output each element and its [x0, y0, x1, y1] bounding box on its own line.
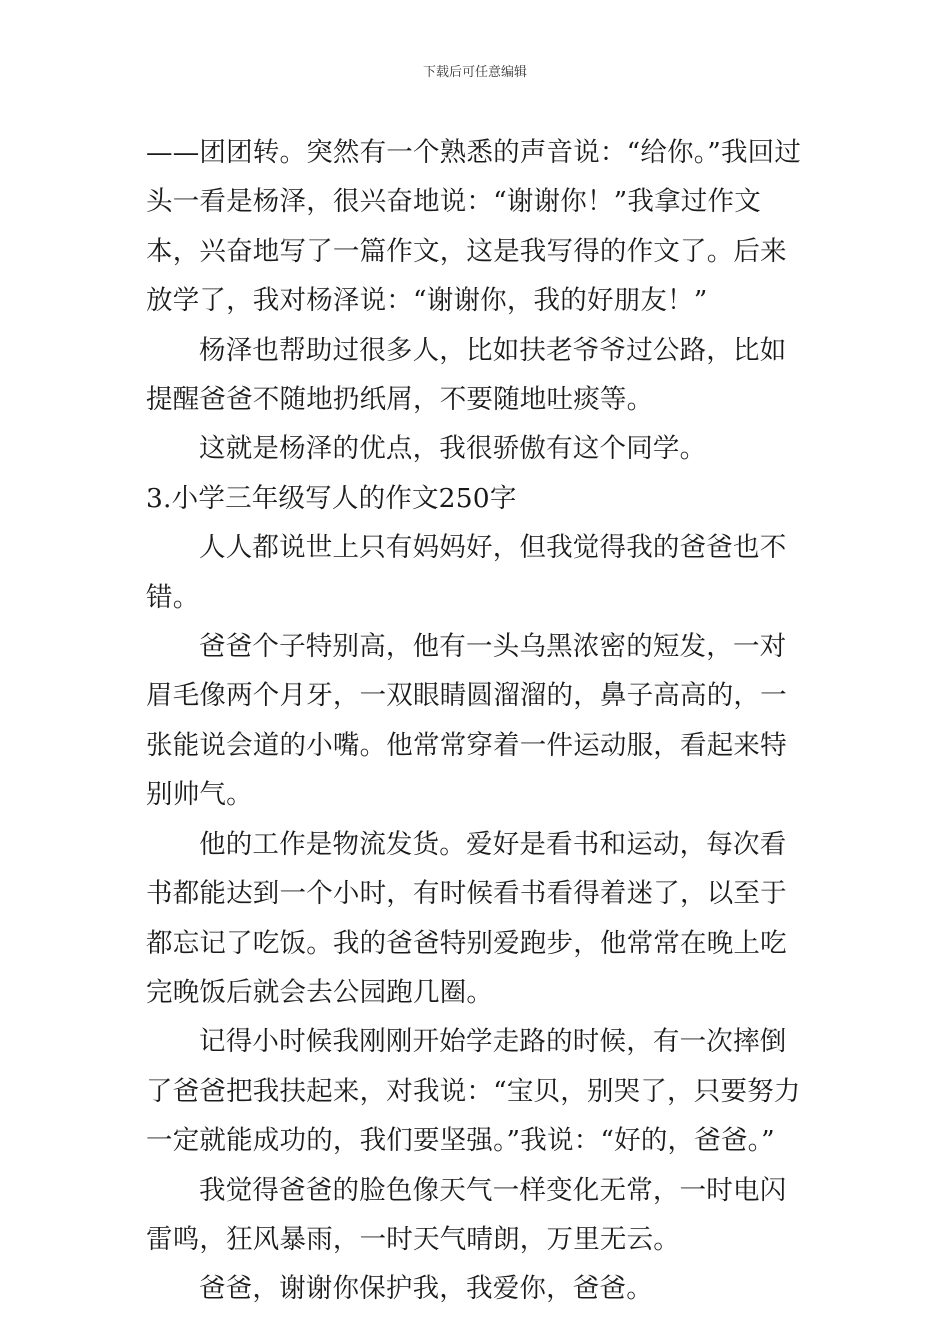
section-heading: 3.小学三年级写人的作文250字 — [146, 482, 517, 514]
paragraph: 这就是杨泽的优点，我很骄傲有这个同学。 — [199, 433, 707, 465]
paragraph: 我觉得爸爸的脸色像天气一样变化无常，一时电闪雷鸣，狂风暴雨，一时天气晴朗，万里无云。 — [146, 1174, 787, 1255]
paragraph: 人人都说世上只有妈妈好，但我觉得我的爸爸也不错。 — [146, 532, 787, 613]
paragraph: 爸爸，谢谢你保护我，我爱你，爸爸。 — [199, 1273, 653, 1305]
document-body — [146, 128, 808, 1314]
paragraph: 杨泽也帮助过很多人，比如扶老爷爷过公路，比如提醒爸爸不随地扔纸屑，不要随地吐痰等。 — [146, 334, 787, 416]
paragraph: 他的工作是物流发货。爱好是看书和运动，每次看书都能达到一个小时，有时候看书看得着迷了，以至于都忘记了吃饭。我的爸爸特别爱跑步，他常常在晚上吃完晚饭后就会去公园跑几圈。 — [146, 828, 787, 1008]
paragraph: 爸爸个子特别高，他有一头乌黑浓密的短发，一对眉毛像两个月牙，一双眼睛圆溜溜的，鼻子高高的，一张能说会道的小嘴。他常常穿着一件运动服，看起来特别帅气。 — [146, 631, 787, 811]
paragraph-continuation: ——团团转。突然有一个熟悉的声音说：“给你。”我回过头一看是杨泽，很兴奋地说：“谢谢你！”我拿过作文本，兴奋地写了一篇作文，这是我写得的作文了。后来放学了，我对杨泽说：“谢谢你，我的好朋友！” — [146, 137, 802, 317]
page-header: 下载后可任意编辑 — [422, 65, 527, 80]
paragraph: 记得小时候我刚刚开始学走路的时候，有一次摔倒了爸爸把我扶起来，对我说：“宝贝，别哭了，只要努力一定就能成功的，我们要坚强。”我说：“好的，爸爸。” — [146, 1026, 801, 1157]
